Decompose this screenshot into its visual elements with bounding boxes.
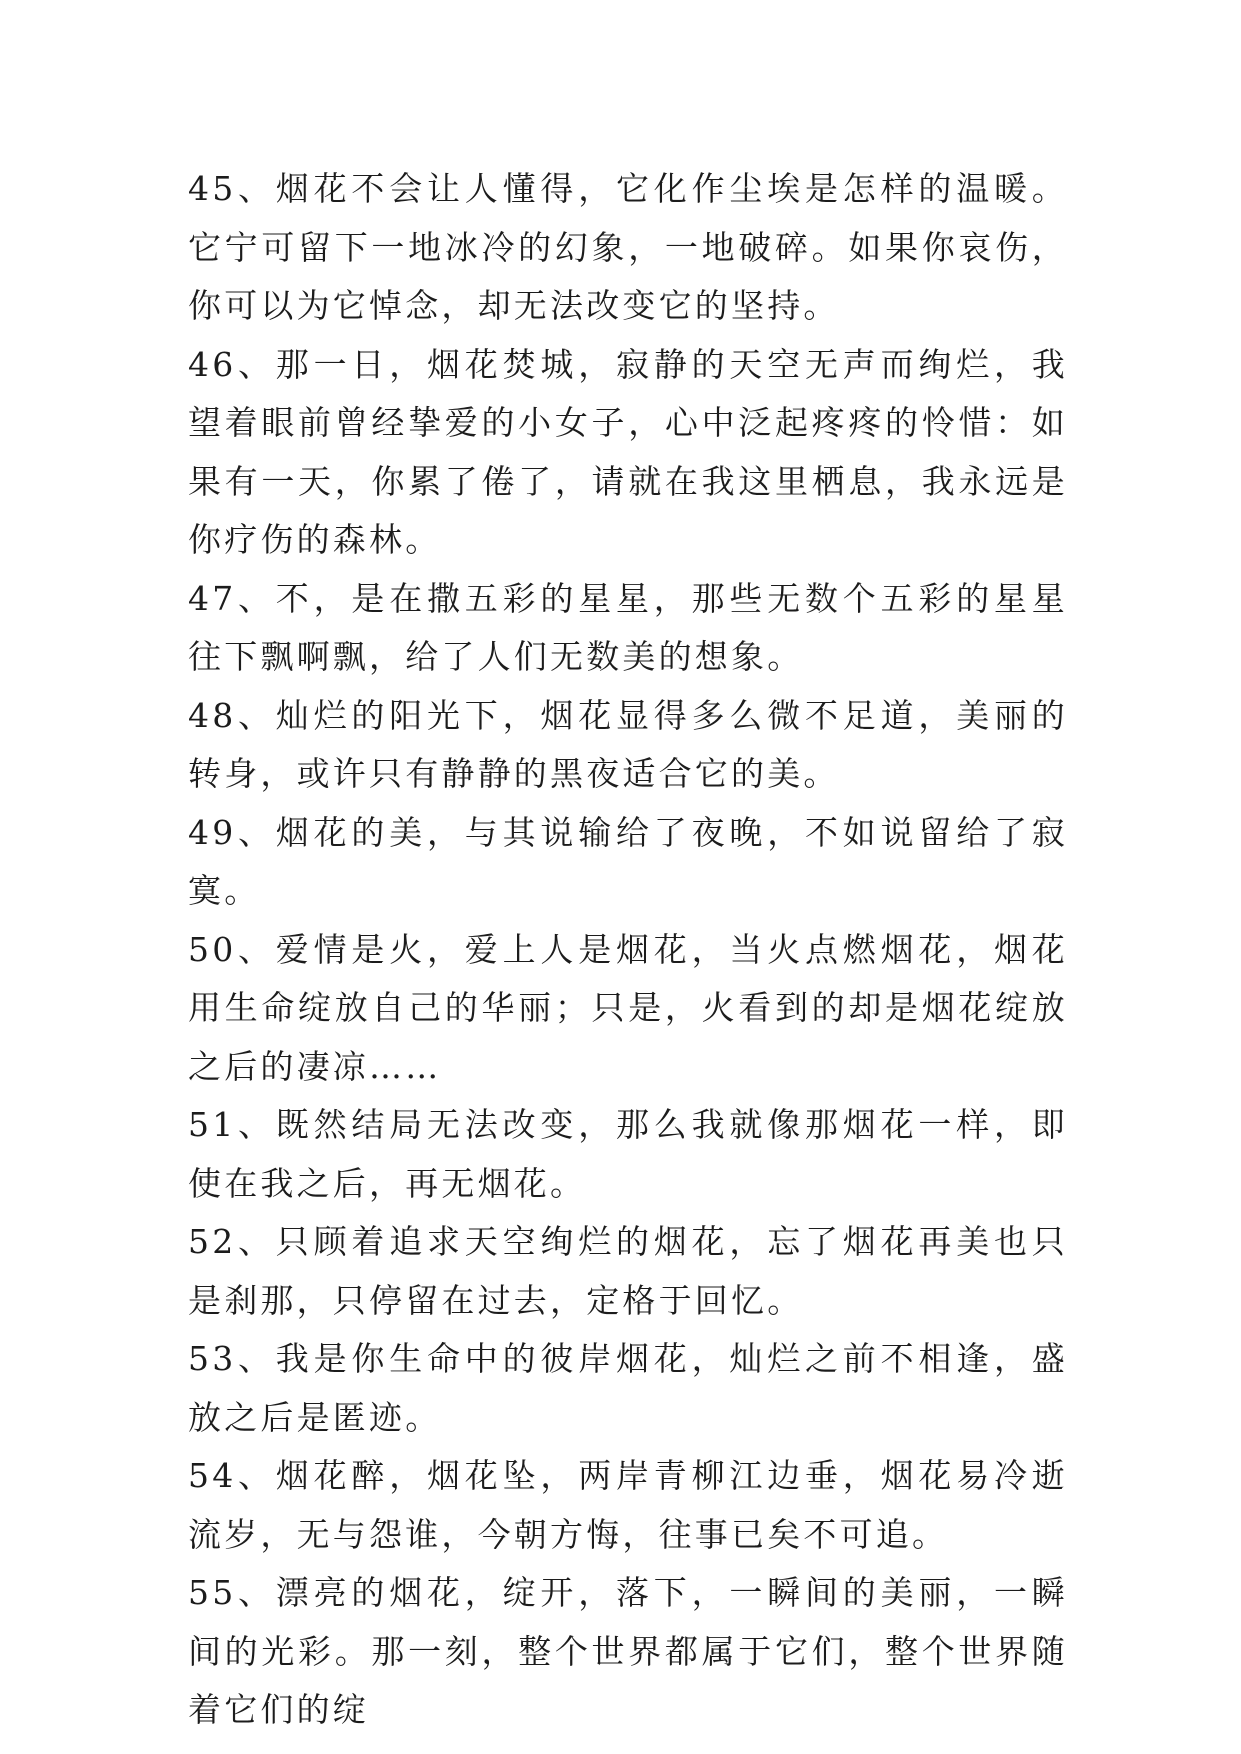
paragraph-49: 49、烟花的美，与其说输给了夜晚，不如说留给了寂寞。 xyxy=(188,812,1068,910)
paragraph-54: 54、烟花醉，烟花坠，两岸青柳江边垂，烟花易冷逝流岁，无与怨谁，今朝方悔，往事已矣不可追。 xyxy=(188,1456,1068,1554)
paragraph-50: 50、爱情是火，爱上人是烟花，当火点燃烟花，烟花用生命绽放自己的华丽；只是，火看到的却是烟花绽放之后的凄凉…… xyxy=(188,929,1068,1086)
paragraph-48: 48、灿烂的阳光下，烟花显得多么微不足道，美丽的转身，或许只有静静的黑夜适合它的美。 xyxy=(188,695,1068,793)
document-body xyxy=(188,160,1068,1740)
paragraph-53: 53、我是你生命中的彼岸烟花，灿烂之前不相逢，盛放之后是匿迹。 xyxy=(188,1339,1068,1437)
paragraph-46: 46、那一日，烟花焚城，寂静的天空无声而绚烂，我望着眼前曾经挚爱的小女子，心中泛起疼疼的怜惜：如果有一天，你累了倦了，请就在我这里栖息，我永远是你疗伤的森林。 xyxy=(188,344,1068,559)
paragraph-47: 47、不，是在撒五彩的星星，那些无数个五彩的星星往下飘啊飘，给了人们无数美的想象。 xyxy=(188,578,1068,676)
paragraph-55: 55、漂亮的烟花，绽开，落下，一瞬间的美丽，一瞬间的光彩。那一刻，整个世界都属于它们，整个世界随着它们的绽 xyxy=(188,1573,1068,1729)
paragraph-45: 45、烟花不会让人懂得，它化作尘埃是怎样的温暖。它宁可留下一地冰冷的幻象，一地破碎。如果你哀伤，你可以为它悼念，却无法改变它的坚持。 xyxy=(188,169,1068,325)
paragraph-51: 51、既然结局无法改变，那么我就像那烟花一样，即使在我之后，再无烟花。 xyxy=(188,1105,1068,1203)
paragraph-52: 52、只顾着追求天空绚烂的烟花，忘了烟花再美也只是刹那，只停留在过去，定格于回忆。 xyxy=(188,1222,1068,1320)
